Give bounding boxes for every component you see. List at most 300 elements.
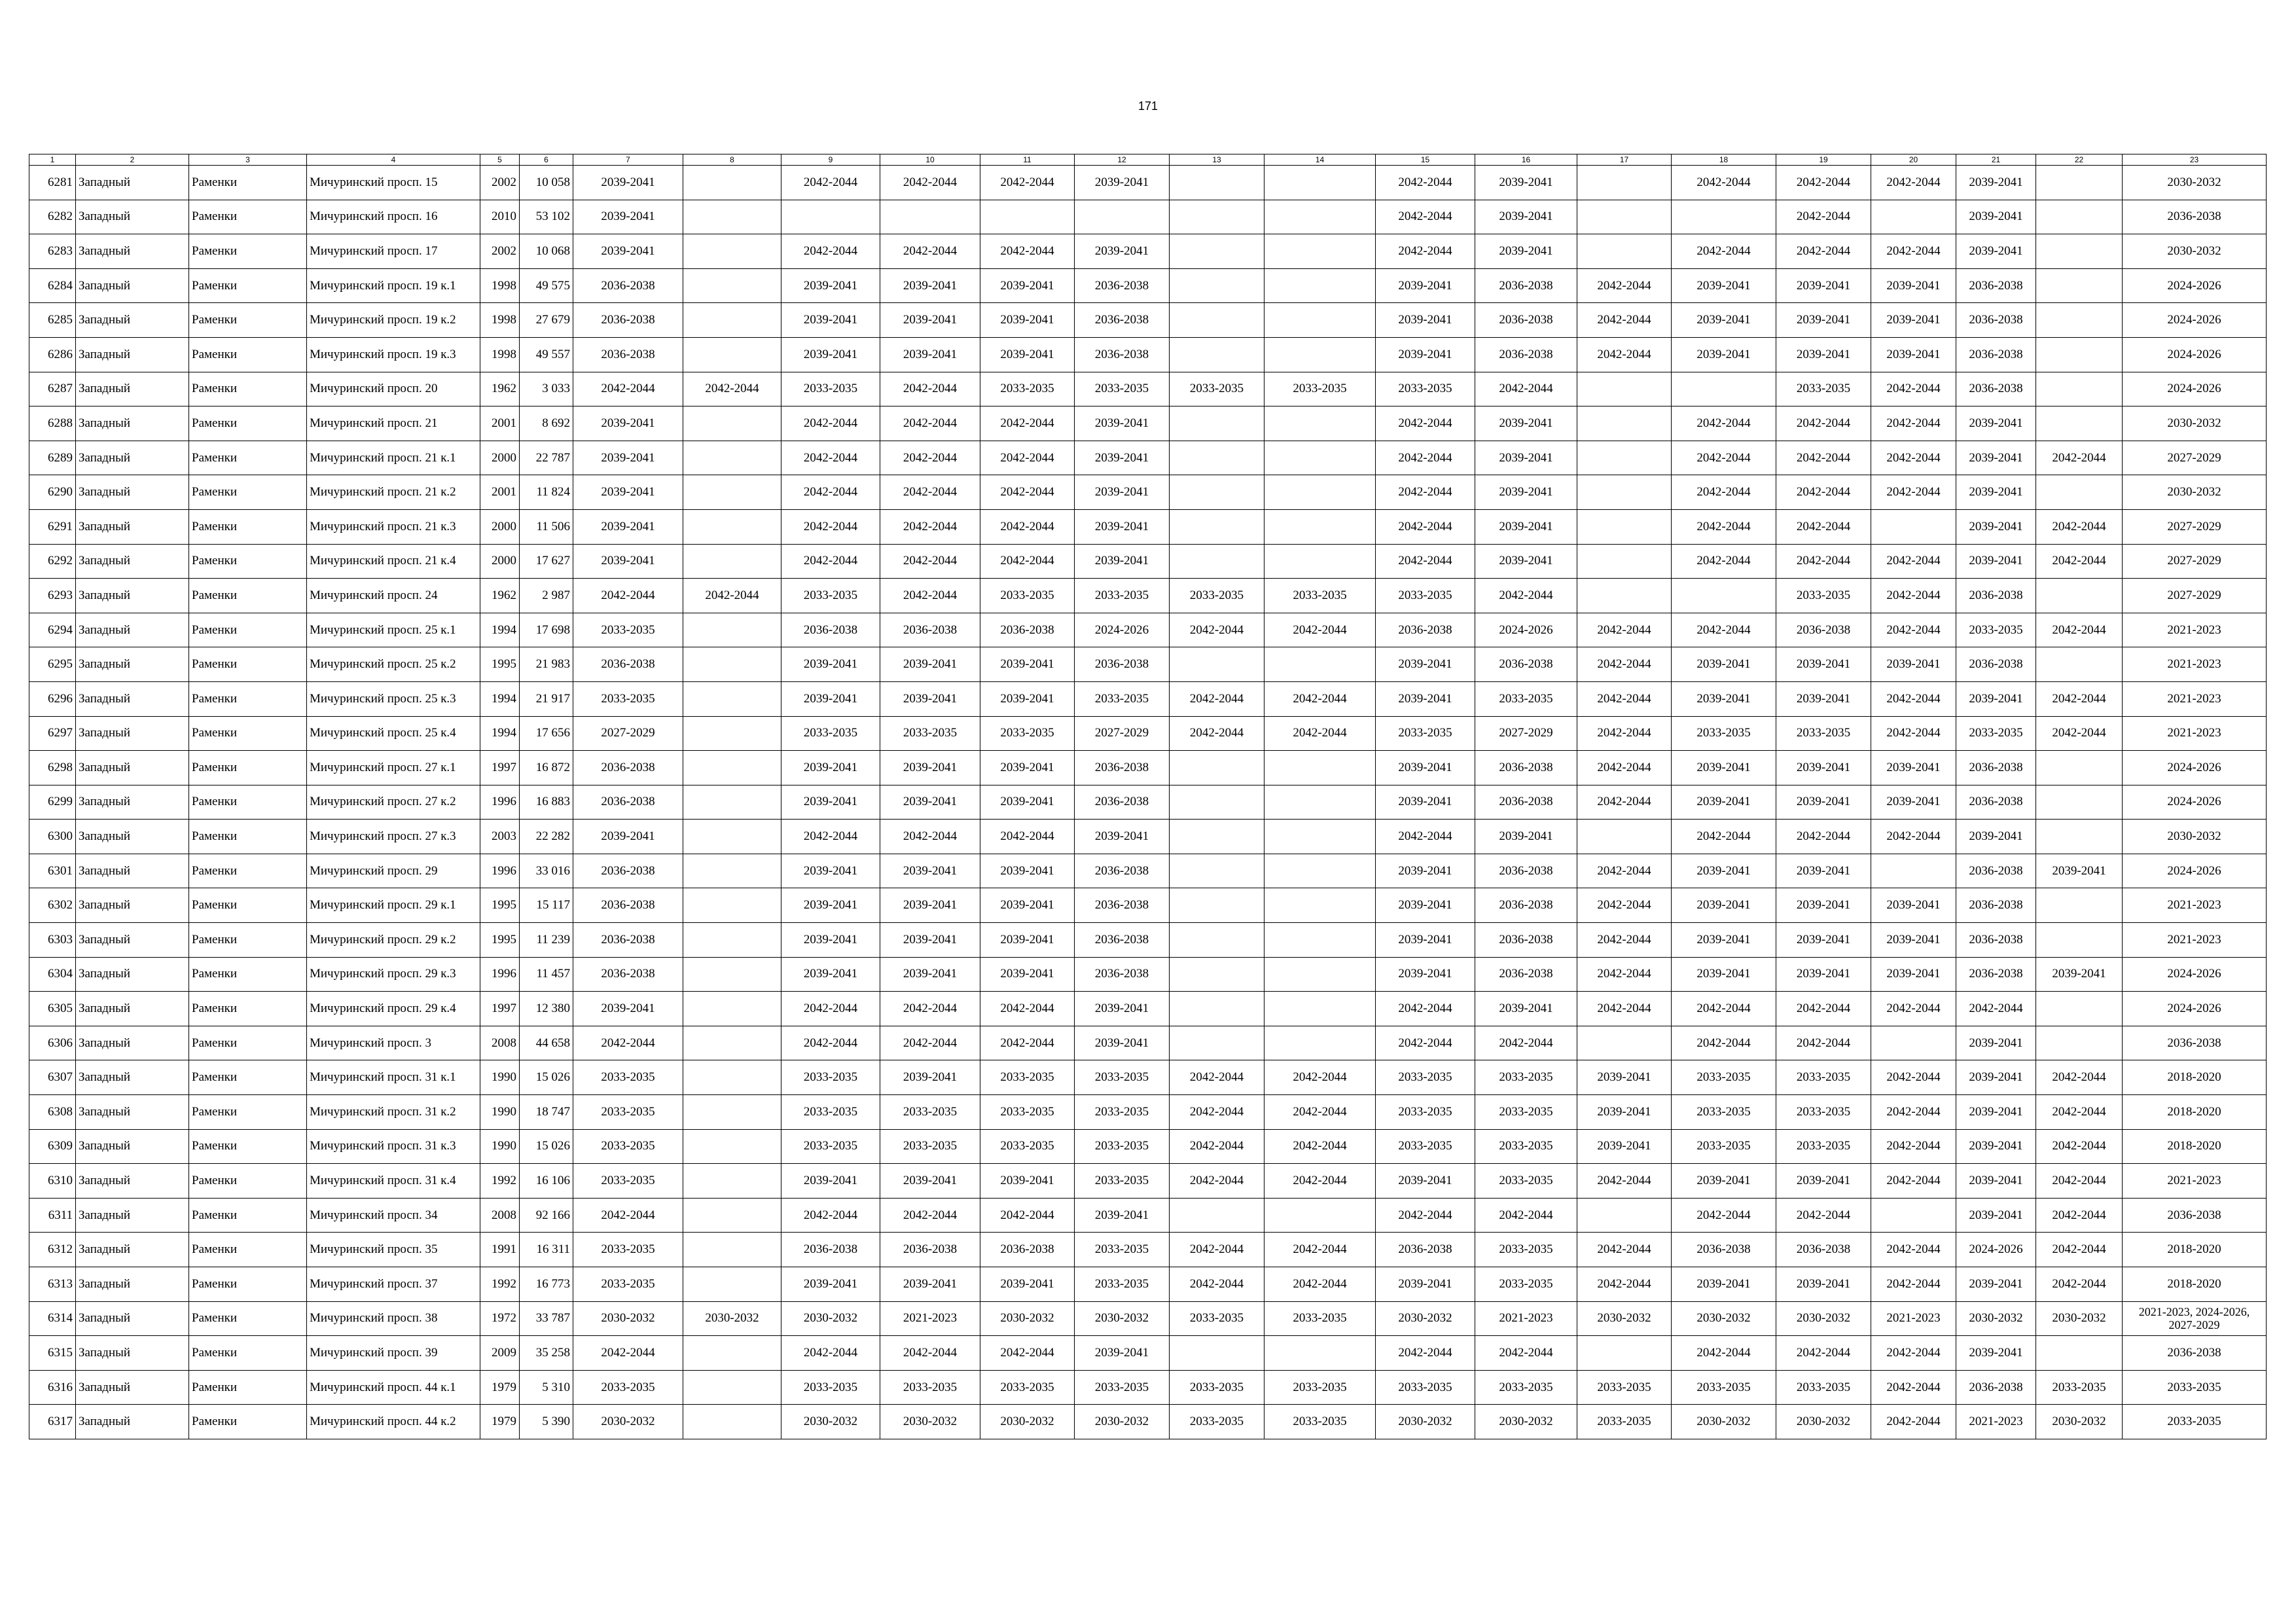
table-cell-col-13 [1170, 406, 1265, 441]
table-cell-col-5: 1996 [480, 957, 520, 992]
table-cell-col-15: 2042-2044 [1376, 166, 1475, 200]
table-cell-col-11: 2030-2032 [980, 1301, 1075, 1336]
table-cell-col-7: 2033-2035 [573, 1267, 683, 1302]
table-cell-col-21: 2036-2038 [1956, 303, 2036, 338]
table-cell-col-9: 2042-2044 [781, 234, 880, 269]
table-cell-col-5: 1990 [480, 1060, 520, 1095]
table-cell-col-1: 6307 [29, 1060, 76, 1095]
table-cell-col-21: 2036-2038 [1956, 579, 2036, 613]
table-cell-col-1: 6281 [29, 166, 76, 200]
table-cell-col-12: 2033-2035 [1075, 681, 1170, 716]
table-cell-col-22: 2042-2044 [2036, 1198, 2123, 1233]
table-cell-col-22: 2042-2044 [2036, 1060, 2123, 1095]
table-cell-col-19: 2033-2035 [1776, 1370, 1871, 1405]
table-cell-col-15: 2033-2035 [1376, 579, 1475, 613]
table-cell-col-11: 2042-2044 [980, 406, 1075, 441]
table-cell-col-2: Западный [76, 1060, 189, 1095]
table-cell-col-8 [683, 957, 781, 992]
table-cell-col-2: Западный [76, 406, 189, 441]
table-cell-col-10: 2039-2041 [880, 751, 980, 785]
table-cell-col-4: Мичуринский просп. 29 к.3 [307, 957, 480, 992]
table-cell-col-10: 2042-2044 [880, 820, 980, 854]
table-cell-col-2: Западный [76, 441, 189, 475]
page-number: 171 [1138, 99, 1158, 113]
table-cell-col-15: 2039-2041 [1376, 923, 1475, 958]
table-cell-col-4: Мичуринский просп. 44 к.2 [307, 1405, 480, 1439]
table-cell-col-13 [1170, 303, 1265, 338]
table-cell-col-9: 2039-2041 [781, 268, 880, 303]
column-header-3: 3 [189, 154, 307, 166]
table-cell-col-1: 6284 [29, 268, 76, 303]
table-cell-col-2: Западный [76, 544, 189, 579]
table-cell-col-3: Раменки [189, 613, 307, 647]
table-cell-col-20 [1871, 509, 1956, 544]
table-cell-col-14: 2042-2044 [1265, 1129, 1376, 1164]
table-cell-col-7: 2036-2038 [573, 303, 683, 338]
table-cell-col-9: 2033-2035 [781, 716, 880, 751]
table-cell-col-3: Раменки [189, 1405, 307, 1439]
table-cell-col-14: 2042-2044 [1265, 613, 1376, 647]
table-cell-col-17 [1577, 475, 1672, 510]
table-cell-col-9: 2039-2041 [781, 1164, 880, 1199]
table-cell-col-2: Западный [76, 716, 189, 751]
table-cell-col-12: 2039-2041 [1075, 544, 1170, 579]
table-cell-col-22: 2042-2044 [2036, 441, 2123, 475]
table-cell-col-13: 2042-2044 [1170, 716, 1265, 751]
table-cell-col-17 [1577, 406, 1672, 441]
table-cell-col-3: Раменки [189, 579, 307, 613]
table-cell-col-9: 2033-2035 [781, 1370, 880, 1405]
table-cell-col-7: 2039-2041 [573, 992, 683, 1026]
column-header-22: 22 [2036, 154, 2123, 166]
table-cell-col-18: 2036-2038 [1672, 1233, 1776, 1267]
table-cell-col-2: Западный [76, 681, 189, 716]
table-cell-col-6: 5 390 [520, 1405, 573, 1439]
table-cell-col-8 [683, 1129, 781, 1164]
table-cell-col-11: 2039-2041 [980, 957, 1075, 992]
table-cell-col-12: 2039-2041 [1075, 166, 1170, 200]
table-cell-col-19: 2033-2035 [1776, 716, 1871, 751]
table-cell-col-9: 2042-2044 [781, 1336, 880, 1371]
table-cell-col-3: Раменки [189, 820, 307, 854]
table-cell-col-21: 2036-2038 [1956, 1370, 2036, 1405]
table-cell-col-6: 33 016 [520, 854, 573, 888]
table-cell-col-5: 1991 [480, 1233, 520, 1267]
table-cell-col-2: Западный [76, 475, 189, 510]
table-cell-col-8 [683, 785, 781, 820]
table-cell-col-8: 2042-2044 [683, 579, 781, 613]
table-cell-col-14: 2042-2044 [1265, 1233, 1376, 1267]
table-cell-col-7: 2039-2041 [573, 441, 683, 475]
table-cell-col-15: 2030-2032 [1376, 1301, 1475, 1336]
table-cell-col-6: 27 679 [520, 303, 573, 338]
table-cell-col-20: 2042-2044 [1871, 234, 1956, 269]
table-cell-col-20 [1871, 854, 1956, 888]
table-cell-col-22 [2036, 166, 2123, 200]
table-cell-col-16: 2042-2044 [1475, 1198, 1577, 1233]
table-cell-col-16: 2033-2035 [1475, 1370, 1577, 1405]
table-cell-col-23: 2027-2029 [2123, 441, 2267, 475]
table-row [29, 1129, 2267, 1164]
table-cell-col-7: 2039-2041 [573, 166, 683, 200]
table-cell-col-2: Западный [76, 1405, 189, 1439]
table-cell-col-10: 2039-2041 [880, 1060, 980, 1095]
table-cell-col-12 [1075, 200, 1170, 234]
table-cell-col-8 [683, 1405, 781, 1439]
table-cell-col-3: Раменки [189, 1060, 307, 1095]
table-cell-col-20 [1871, 1026, 1956, 1060]
table-cell-col-23: 2024-2026 [2123, 303, 2267, 338]
table-cell-col-2: Западный [76, 1267, 189, 1302]
table-cell-col-6: 11 457 [520, 957, 573, 992]
table-cell-col-4: Мичуринский просп. 25 к.1 [307, 613, 480, 647]
table-cell-col-9: 2033-2035 [781, 372, 880, 406]
table-cell-col-22 [2036, 751, 2123, 785]
table-cell-col-9: 2033-2035 [781, 579, 880, 613]
table-cell-col-4: Мичуринский просп. 27 к.2 [307, 785, 480, 820]
table-cell-col-14: 2042-2044 [1265, 1060, 1376, 1095]
table-row [29, 441, 2267, 475]
table-cell-col-7: 2039-2041 [573, 475, 683, 510]
table-cell-col-17: 2042-2044 [1577, 647, 1672, 682]
column-header-2: 2 [76, 154, 189, 166]
table-cell-col-2: Западный [76, 647, 189, 682]
table-cell-col-11 [980, 200, 1075, 234]
table-cell-col-23: 2036-2038 [2123, 1026, 2267, 1060]
table-cell-col-16: 2036-2038 [1475, 957, 1577, 992]
column-header-23: 23 [2123, 154, 2267, 166]
table-cell-col-9: 2039-2041 [781, 303, 880, 338]
table-cell-col-12: 2033-2035 [1075, 1164, 1170, 1199]
table-cell-col-18: 2042-2044 [1672, 613, 1776, 647]
table-cell-col-9: 2039-2041 [781, 957, 880, 992]
table-cell-col-17: 2042-2044 [1577, 1233, 1672, 1267]
table-cell-col-4: Мичуринский просп. 31 к.2 [307, 1095, 480, 1130]
table-cell-col-15: 2042-2044 [1376, 992, 1475, 1026]
table-cell-col-9: 2033-2035 [781, 1095, 880, 1130]
table-cell-col-11: 2042-2044 [980, 1026, 1075, 1060]
table-cell-col-3: Раменки [189, 166, 307, 200]
table-cell-col-10: 2042-2044 [880, 1336, 980, 1371]
table-row [29, 544, 2267, 579]
table-cell-col-14: 2033-2035 [1265, 1370, 1376, 1405]
table-cell-col-17 [1577, 234, 1672, 269]
table-cell-col-12: 2039-2041 [1075, 1026, 1170, 1060]
table-cell-col-9: 2042-2044 [781, 1026, 880, 1060]
table-cell-col-9: 2039-2041 [781, 854, 880, 888]
table-cell-col-5: 1994 [480, 613, 520, 647]
table-cell-col-3: Раменки [189, 923, 307, 958]
table-cell-col-15: 2039-2041 [1376, 957, 1475, 992]
table-cell-col-14 [1265, 544, 1376, 579]
table-cell-col-12: 2039-2041 [1075, 406, 1170, 441]
table-cell-col-21: 2036-2038 [1956, 854, 2036, 888]
table-cell-col-10: 2039-2041 [880, 268, 980, 303]
table-cell-col-11: 2039-2041 [980, 785, 1075, 820]
table-cell-col-17 [1577, 1198, 1672, 1233]
table-cell-col-1: 6286 [29, 337, 76, 372]
table-cell-col-1: 6294 [29, 613, 76, 647]
table-cell-col-14 [1265, 820, 1376, 854]
table-cell-col-4: Мичуринский просп. 21 к.2 [307, 475, 480, 510]
table-cell-col-17: 2042-2044 [1577, 751, 1672, 785]
table-cell-col-1: 6302 [29, 888, 76, 923]
table-cell-col-4: Мичуринский просп. 19 к.3 [307, 337, 480, 372]
table-cell-col-6: 17 698 [520, 613, 573, 647]
table-cell-col-12: 2036-2038 [1075, 957, 1170, 992]
table-cell-col-13 [1170, 888, 1265, 923]
column-header-4: 4 [307, 154, 480, 166]
column-header-20: 20 [1871, 154, 1956, 166]
table-cell-col-17 [1577, 166, 1672, 200]
table-cell-col-21: 2036-2038 [1956, 268, 2036, 303]
table-cell-col-2: Западный [76, 613, 189, 647]
table-cell-col-5: 1998 [480, 303, 520, 338]
table-cell-col-11: 2039-2041 [980, 681, 1075, 716]
table-cell-col-10: 2039-2041 [880, 785, 980, 820]
table-cell-col-21: 2042-2044 [1956, 992, 2036, 1026]
table-cell-col-5: 2008 [480, 1026, 520, 1060]
table-cell-col-16: 2033-2035 [1475, 1267, 1577, 1302]
table-cell-col-23: 2018-2020 [2123, 1060, 2267, 1095]
table-cell-col-13: 2042-2044 [1170, 1060, 1265, 1095]
table-cell-col-11: 2042-2044 [980, 544, 1075, 579]
table-cell-col-18: 2042-2044 [1672, 475, 1776, 510]
table-cell-col-6: 49 575 [520, 268, 573, 303]
table-cell-col-23: 2027-2029 [2123, 544, 2267, 579]
table-cell-col-15: 2042-2044 [1376, 820, 1475, 854]
table-cell-col-9: 2042-2044 [781, 406, 880, 441]
table-cell-col-4: Мичуринский просп. 21 к.4 [307, 544, 480, 579]
table-cell-col-13 [1170, 268, 1265, 303]
table-cell-col-12: 2036-2038 [1075, 785, 1170, 820]
table-cell-col-17: 2042-2044 [1577, 923, 1672, 958]
table-cell-col-7: 2033-2035 [573, 681, 683, 716]
table-cell-col-18: 2033-2035 [1672, 1095, 1776, 1130]
table-cell-col-11: 2033-2035 [980, 1370, 1075, 1405]
table-cell-col-4: Мичуринский просп. 21 [307, 406, 480, 441]
table-cell-col-15: 2036-2038 [1376, 613, 1475, 647]
header-row [29, 154, 2267, 166]
table-cell-col-5: 2002 [480, 166, 520, 200]
table-cell-col-12: 2039-2041 [1075, 509, 1170, 544]
table-cell-col-5: 1996 [480, 785, 520, 820]
table-cell-col-9: 2042-2044 [781, 166, 880, 200]
table-cell-col-21: 2030-2032 [1956, 1301, 2036, 1336]
column-header-7: 7 [573, 154, 683, 166]
table-cell-col-9: 2033-2035 [781, 1129, 880, 1164]
table-cell-col-3: Раменки [189, 992, 307, 1026]
table-cell-col-23: 2027-2029 [2123, 509, 2267, 544]
table-cell-col-13 [1170, 957, 1265, 992]
table-cell-col-3: Раменки [189, 544, 307, 579]
table-cell-col-18 [1672, 200, 1776, 234]
table-row [29, 957, 2267, 992]
table-cell-col-16: 2039-2041 [1475, 992, 1577, 1026]
table-cell-col-23: 2018-2020 [2123, 1129, 2267, 1164]
table-cell-col-13 [1170, 337, 1265, 372]
table-cell-col-3: Раменки [189, 1164, 307, 1199]
table-cell-col-8 [683, 854, 781, 888]
table-cell-col-15: 2039-2041 [1376, 751, 1475, 785]
table-cell-col-23: 2021-2023 [2123, 647, 2267, 682]
table-cell-col-6: 16 872 [520, 751, 573, 785]
table-cell-col-5: 1998 [480, 337, 520, 372]
table-cell-col-8 [683, 820, 781, 854]
table-cell-col-15: 2039-2041 [1376, 1164, 1475, 1199]
table-cell-col-13 [1170, 166, 1265, 200]
column-header-15: 15 [1376, 154, 1475, 166]
table-cell-col-10: 2042-2044 [880, 1026, 980, 1060]
table-cell-col-15: 2039-2041 [1376, 854, 1475, 888]
table-cell-col-8 [683, 441, 781, 475]
table-cell-col-3: Раменки [189, 509, 307, 544]
table-cell-col-11: 2039-2041 [980, 268, 1075, 303]
table-cell-col-16: 2021-2023 [1475, 1301, 1577, 1336]
column-header-14: 14 [1265, 154, 1376, 166]
table-cell-col-12: 2036-2038 [1075, 854, 1170, 888]
table-cell-col-22: 2030-2032 [2036, 1405, 2123, 1439]
table-cell-col-5: 2000 [480, 544, 520, 579]
table-cell-col-4: Мичуринский просп. 25 к.2 [307, 647, 480, 682]
table-cell-col-5: 1995 [480, 888, 520, 923]
table-cell-col-19: 2033-2035 [1776, 1095, 1871, 1130]
table-cell-col-1: 6290 [29, 475, 76, 510]
table-cell-col-5: 2003 [480, 820, 520, 854]
table-cell-col-5: 1992 [480, 1164, 520, 1199]
table-cell-col-22 [2036, 337, 2123, 372]
table-cell-col-20: 2042-2044 [1871, 820, 1956, 854]
table-cell-col-19: 2042-2044 [1776, 509, 1871, 544]
table-cell-col-23: 2036-2038 [2123, 200, 2267, 234]
table-cell-col-15: 2042-2044 [1376, 1026, 1475, 1060]
table-cell-col-3: Раменки [189, 406, 307, 441]
table-cell-col-20: 2042-2044 [1871, 372, 1956, 406]
table-cell-col-11: 2039-2041 [980, 337, 1075, 372]
table-cell-col-2: Западный [76, 992, 189, 1026]
table-cell-col-6: 17 627 [520, 544, 573, 579]
table-cell-col-10: 2036-2038 [880, 1233, 980, 1267]
table-cell-col-23: 2024-2026 [2123, 751, 2267, 785]
table-cell-col-6: 15 117 [520, 888, 573, 923]
table-row [29, 1060, 2267, 1095]
table-cell-col-15: 2036-2038 [1376, 1233, 1475, 1267]
table-cell-col-19: 2039-2041 [1776, 681, 1871, 716]
table-cell-col-19: 2042-2044 [1776, 820, 1871, 854]
table-cell-col-8 [683, 200, 781, 234]
table-cell-col-11: 2039-2041 [980, 303, 1075, 338]
table-cell-col-9 [781, 200, 880, 234]
table-cell-col-9: 2039-2041 [781, 337, 880, 372]
table-cell-col-19: 2042-2044 [1776, 234, 1871, 269]
table-cell-col-7: 2033-2035 [573, 1164, 683, 1199]
table-cell-col-4: Мичуринский просп. 21 к.3 [307, 509, 480, 544]
table-cell-col-16: 2036-2038 [1475, 888, 1577, 923]
table-cell-col-10: 2036-2038 [880, 613, 980, 647]
table-cell-col-1: 6304 [29, 957, 76, 992]
table-cell-col-3: Раменки [189, 681, 307, 716]
table-cell-col-9: 2039-2041 [781, 681, 880, 716]
table-cell-col-5: 1995 [480, 923, 520, 958]
table-cell-col-18: 2033-2035 [1672, 716, 1776, 751]
table-cell-col-8 [683, 1370, 781, 1405]
table-cell-col-8 [683, 406, 781, 441]
table-cell-col-16: 2036-2038 [1475, 751, 1577, 785]
column-header-18: 18 [1672, 154, 1776, 166]
table-cell-col-19: 2042-2044 [1776, 1336, 1871, 1371]
table-cell-col-23: 2024-2026 [2123, 854, 2267, 888]
table-cell-col-12: 2033-2035 [1075, 1233, 1170, 1267]
table-cell-col-20: 2042-2044 [1871, 166, 1956, 200]
table-cell-col-16: 2039-2041 [1475, 406, 1577, 441]
table-cell-col-8 [683, 1164, 781, 1199]
table-cell-col-13: 2033-2035 [1170, 1370, 1265, 1405]
table-cell-col-15: 2039-2041 [1376, 647, 1475, 682]
table-row [29, 475, 2267, 510]
table-cell-col-7: 2039-2041 [573, 234, 683, 269]
table-cell-col-3: Раменки [189, 1095, 307, 1130]
table-row [29, 992, 2267, 1026]
table-cell-col-8 [683, 337, 781, 372]
table-cell-col-12: 2039-2041 [1075, 441, 1170, 475]
table-cell-col-2: Западный [76, 1336, 189, 1371]
table-cell-col-12: 2033-2035 [1075, 1095, 1170, 1130]
table-cell-col-20: 2042-2044 [1871, 544, 1956, 579]
table-cell-col-21: 2039-2041 [1956, 234, 2036, 269]
table-cell-col-9: 2039-2041 [781, 647, 880, 682]
table-cell-col-12: 2033-2035 [1075, 372, 1170, 406]
table-cell-col-2: Западный [76, 957, 189, 992]
table-cell-col-7: 2039-2041 [573, 200, 683, 234]
table-cell-col-6: 49 557 [520, 337, 573, 372]
table-cell-col-14: 2033-2035 [1265, 372, 1376, 406]
table-cell-col-3: Раменки [189, 441, 307, 475]
table-cell-col-4: Мичуринский просп. 31 к.1 [307, 1060, 480, 1095]
table-cell-col-22 [2036, 200, 2123, 234]
table-cell-col-2: Западный [76, 509, 189, 544]
table-cell-col-14: 2033-2035 [1265, 1301, 1376, 1336]
table-cell-col-7: 2030-2032 [573, 1301, 683, 1336]
table-cell-col-8 [683, 475, 781, 510]
table-cell-col-14 [1265, 337, 1376, 372]
table-cell-col-1: 6305 [29, 992, 76, 1026]
table-row [29, 923, 2267, 958]
table-cell-col-8 [683, 1026, 781, 1060]
table-cell-col-15: 2030-2032 [1376, 1405, 1475, 1439]
table-cell-col-16: 2036-2038 [1475, 647, 1577, 682]
table-cell-col-4: Мичуринский просп. 29 к.4 [307, 992, 480, 1026]
table-cell-col-11: 2033-2035 [980, 716, 1075, 751]
table-cell-col-13: 2042-2044 [1170, 1095, 1265, 1130]
table-cell-col-10: 2039-2041 [880, 854, 980, 888]
table-cell-col-8 [683, 613, 781, 647]
table-cell-col-2: Западный [76, 1233, 189, 1267]
table-cell-col-1: 6292 [29, 544, 76, 579]
table-cell-col-23: 2024-2026 [2123, 268, 2267, 303]
table-cell-col-3: Раменки [189, 475, 307, 510]
table-cell-col-7: 2042-2044 [573, 1336, 683, 1371]
table-cell-col-23: 2021-2023 [2123, 923, 2267, 958]
table-cell-col-13 [1170, 509, 1265, 544]
table-cell-col-15: 2033-2035 [1376, 1129, 1475, 1164]
table-cell-col-22: 2042-2044 [2036, 1267, 2123, 1302]
table-cell-col-2: Западный [76, 303, 189, 338]
table-cell-col-3: Раменки [189, 234, 307, 269]
table-cell-col-5: 1962 [480, 372, 520, 406]
table-cell-col-1: 6303 [29, 923, 76, 958]
table-cell-col-10: 2039-2041 [880, 303, 980, 338]
table-cell-col-20: 2042-2044 [1871, 992, 1956, 1026]
